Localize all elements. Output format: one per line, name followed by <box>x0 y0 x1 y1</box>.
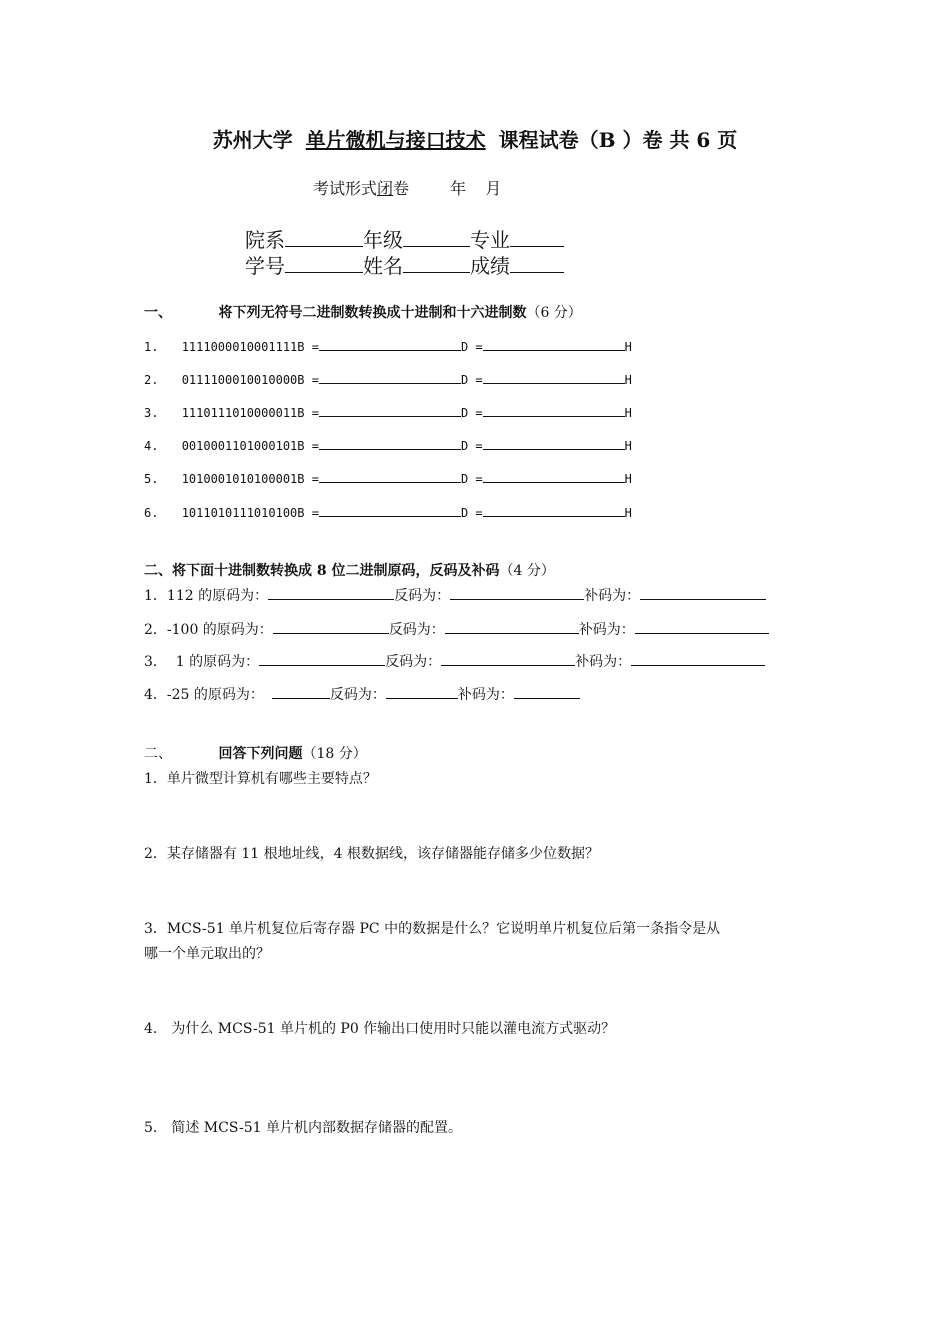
question-5: 5． 简述 MCS-51 单片机内部数据存储器的配置。 <box>144 1120 462 1136</box>
original-code-blank[interactable] <box>268 586 394 600</box>
ones-complement-label: 反码为： <box>329 687 386 703</box>
equals-sign: = <box>311 340 319 354</box>
conversion-row <box>144 619 769 639</box>
section-3-title: 回答下列问题 <box>218 746 303 762</box>
twos-complement-label: 补码为： <box>457 687 514 703</box>
section-2-points: （4 分） <box>499 563 555 579</box>
exam-format-line <box>313 176 501 199</box>
twos-complement-blank[interactable] <box>640 586 766 600</box>
twos-complement-blank[interactable] <box>631 652 765 666</box>
equals-sign: = <box>311 472 319 486</box>
twos-complement-label: 补码为： <box>584 588 641 604</box>
decimal-suffix: D = <box>460 472 483 486</box>
original-code-label: 2．-100 的原码为： <box>144 622 273 638</box>
hex-answer-blank[interactable] <box>483 403 625 417</box>
original-code-label: 1．112 的原码为： <box>144 588 269 604</box>
binary-row <box>144 436 632 453</box>
section-3-number: 二、 <box>144 746 172 762</box>
score-field[interactable] <box>510 254 564 273</box>
binary-value: 1010001010100001B <box>181 472 305 486</box>
question-2: 2．某存储器有 11 根地址线，4 根数据线，该存储器能存储多少位数据？ <box>144 846 599 862</box>
ones-complement-label: 反码为： <box>388 622 445 638</box>
twos-complement-blank[interactable] <box>635 620 769 634</box>
row-number: 6. <box>144 506 159 520</box>
hex-answer-blank[interactable] <box>483 469 625 483</box>
ones-complement-blank[interactable] <box>441 652 575 666</box>
equals-sign: = <box>311 406 319 420</box>
original-code-label: 4．-25 的原码为： <box>144 687 264 703</box>
student-id-label: 学号 <box>245 254 285 278</box>
dept-label: 院系 <box>245 228 285 252</box>
binary-value: 1110111010000011B <box>181 406 305 420</box>
decimal-suffix: D = <box>460 340 483 354</box>
conversion-row <box>144 651 765 671</box>
hex-answer-blank[interactable] <box>483 370 625 384</box>
section-3-points: （18 分） <box>302 746 367 762</box>
row-number: 4. <box>144 439 159 453</box>
score-label: 成绩 <box>470 254 510 278</box>
course-name: 单片微机与接口技术 <box>305 128 486 152</box>
binary-row <box>144 469 632 486</box>
original-code-blank[interactable] <box>272 685 330 699</box>
info-row-1 <box>245 224 564 253</box>
paper-info: 课程试卷（B ）卷 共 6 页 <box>498 128 738 152</box>
student-id-field[interactable] <box>285 254 363 273</box>
ones-complement-blank[interactable] <box>386 685 458 699</box>
hex-suffix: H <box>624 406 632 420</box>
binary-row <box>144 503 632 520</box>
row-number: 3. <box>144 406 159 420</box>
binary-value: 0010001101000101B <box>181 439 305 453</box>
ones-complement-label: 反码为： <box>385 654 442 670</box>
section-1-number: 一、 <box>144 305 172 321</box>
hex-answer-blank[interactable] <box>483 503 625 517</box>
hex-answer-blank[interactable] <box>483 337 625 351</box>
grade-field[interactable] <box>403 228 470 247</box>
major-label: 专业 <box>470 228 510 252</box>
decimal-answer-blank[interactable] <box>319 469 461 483</box>
format-mode: 闭 <box>377 179 394 198</box>
format-label: 考试形式 <box>313 179 378 198</box>
question-1: 1．单片微型计算机有哪些主要特点？ <box>144 771 377 787</box>
dept-field[interactable] <box>285 228 363 247</box>
decimal-answer-blank[interactable] <box>319 337 461 351</box>
conversion-row <box>144 585 766 605</box>
month-label: 月 <box>485 179 502 198</box>
binary-row <box>144 337 632 354</box>
original-code-label: 3． 1 的原码为： <box>144 654 260 670</box>
section-2-heading <box>144 560 555 580</box>
question-3-continued: 哪一个单元取出的？ <box>144 946 270 962</box>
hex-suffix: H <box>624 373 632 387</box>
decimal-suffix: D = <box>460 406 483 420</box>
section-2-title: 二、将下面十进制数转换成 8 位二进制原码，反码及补码 <box>144 563 500 579</box>
year-label: 年 <box>450 179 467 198</box>
conversion-row <box>144 684 580 704</box>
question-3: 3．MCS-51 单片机复位后寄存器 PC 中的数据是什么？它说明单片机复位后第一条指令是从 <box>144 921 721 937</box>
original-code-blank[interactable] <box>259 652 385 666</box>
row-number: 1. <box>144 340 159 354</box>
decimal-suffix: D = <box>460 373 483 387</box>
decimal-answer-blank[interactable] <box>319 370 461 384</box>
section-3-heading <box>144 743 367 763</box>
decimal-answer-blank[interactable] <box>319 436 461 450</box>
hex-suffix: H <box>624 340 632 354</box>
question-4: 4． 为什么 MCS-51 单片机的 P0 作输出口使用时只能以灌电流方式驱动？ <box>144 1021 616 1037</box>
ones-complement-blank[interactable] <box>450 586 584 600</box>
twos-complement-label: 补码为： <box>578 622 635 638</box>
binary-value: 0111100010010000B <box>181 373 305 387</box>
binary-value: 1111000010001111B <box>181 340 305 354</box>
binary-row <box>144 403 632 420</box>
equals-sign: = <box>311 439 319 453</box>
hex-suffix: H <box>624 472 632 486</box>
decimal-suffix: D = <box>460 506 483 520</box>
twos-complement-blank[interactable] <box>514 685 580 699</box>
original-code-blank[interactable] <box>273 620 389 634</box>
name-label: 姓名 <box>363 254 403 278</box>
section-1-title: 将下列无符号二进制数转换成十进制和十六进制数 <box>218 305 527 321</box>
name-field[interactable] <box>403 254 470 273</box>
ones-complement-label: 反码为： <box>394 588 451 604</box>
grade-label: 年级 <box>363 228 403 252</box>
hex-suffix: H <box>624 506 632 520</box>
section-1-heading <box>144 302 582 322</box>
row-number: 2. <box>144 373 159 387</box>
major-field[interactable] <box>510 228 564 247</box>
binary-value: 1011010111010100B <box>181 506 305 520</box>
equals-sign: = <box>311 373 319 387</box>
decimal-suffix: D = <box>460 439 483 453</box>
info-row-2 <box>245 250 564 279</box>
university-name: 苏州大学 <box>212 128 293 152</box>
ones-complement-blank[interactable] <box>445 620 579 634</box>
row-number: 5. <box>144 472 159 486</box>
decimal-answer-blank[interactable] <box>319 403 461 417</box>
hex-suffix: H <box>624 439 632 453</box>
format-after: 卷 <box>393 179 410 198</box>
binary-row <box>144 370 632 387</box>
exam-title <box>0 124 950 153</box>
equals-sign: = <box>311 506 319 520</box>
hex-answer-blank[interactable] <box>483 436 625 450</box>
section-1-points: （6 分） <box>526 305 582 321</box>
decimal-answer-blank[interactable] <box>319 503 461 517</box>
twos-complement-label: 补码为： <box>575 654 632 670</box>
